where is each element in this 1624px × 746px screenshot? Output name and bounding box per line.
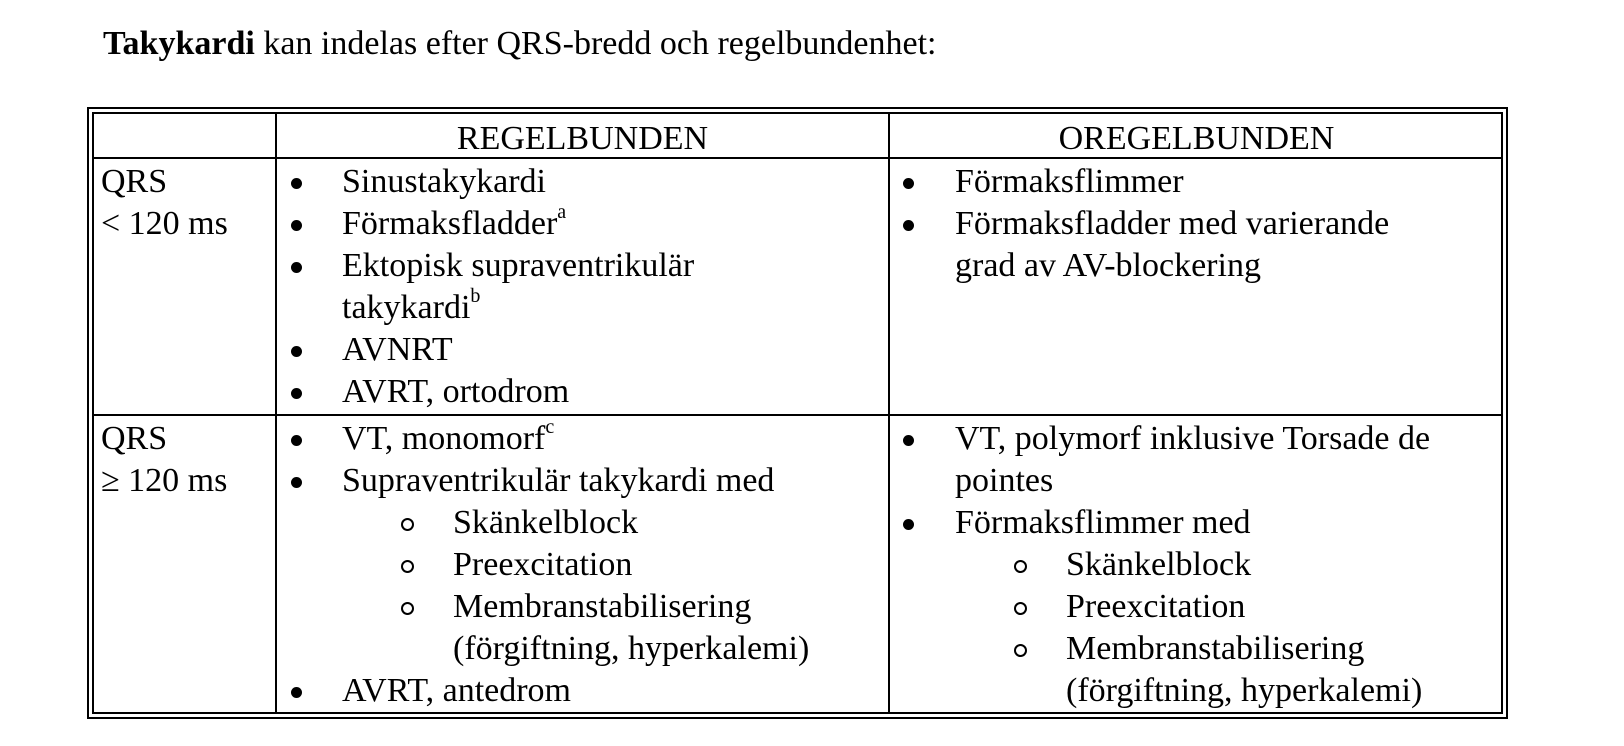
bullet-icon: [291, 220, 302, 231]
footnote-marker: a: [557, 200, 567, 223]
intro-bold-term: Takykardi: [103, 25, 255, 62]
list-item: AVNRT: [342, 331, 453, 368]
list-item: Sinustakykardi: [342, 163, 546, 200]
intro-text: kan indelas efter QRS-bredd och regelbundenhet:: [254, 25, 937, 62]
bullet-icon: [291, 388, 302, 399]
list-item: Förmaksflimmer med: [955, 504, 1251, 541]
circle-bullet-icon: [1014, 644, 1027, 657]
circle-bullet-icon: [1014, 602, 1027, 615]
bullet-icon: [291, 477, 302, 488]
list-item: AVRT, antedrom: [342, 672, 572, 709]
sub-list-item: Skänkelblock: [453, 504, 639, 541]
list-item: Förmaksfladder$^a$: [342, 200, 567, 242]
list-item: VT, polymorf inklusive Torsade de: [955, 420, 1431, 457]
sub-list-item: Membranstabilisering: [1066, 630, 1365, 667]
circle-bullet-icon: [1014, 560, 1027, 573]
sub-list-item: Membranstabilisering: [453, 588, 752, 625]
row-label-range: ≥ 120 ms: [101, 462, 228, 499]
circle-bullet-icon: [401, 602, 414, 615]
bullet-icon: [291, 262, 302, 273]
circle-bullet-icon: [401, 560, 414, 573]
column-divider: [888, 112, 890, 714]
row-label-qrs: QRS: [101, 420, 168, 457]
bullet-icon: [903, 435, 914, 446]
list-item-continuation: takykardi$^b$: [342, 284, 481, 326]
row-label-qrs: QRS: [101, 163, 168, 200]
bullet-icon: [291, 687, 302, 698]
sub-list-item: Skänkelblock: [1066, 546, 1252, 583]
bullet-icon: [903, 519, 914, 530]
list-item: Ektopisk supraventrikulär: [342, 247, 695, 284]
list-item: VT, monomorf$^c$: [342, 415, 555, 457]
row-divider: [92, 414, 1503, 416]
list-item-continuation: grad av AV-blockering: [955, 247, 1261, 284]
list-item: AVRT, ortodrom: [342, 373, 570, 410]
circle-bullet-icon: [401, 518, 414, 531]
sub-list-item-continuation: (förgiftning, hyperkalemi): [453, 630, 810, 667]
list-item: Förmaksflimmer: [955, 163, 1184, 200]
column-divider: [275, 112, 277, 714]
bullet-icon: [903, 220, 914, 231]
bullet-icon: [291, 435, 302, 446]
sub-list-item-continuation: (förgiftning, hyperkalemi): [1066, 672, 1423, 709]
bullet-icon: [291, 346, 302, 357]
bullet-icon: [903, 178, 914, 189]
list-item: Förmaksfladder med varierande: [955, 205, 1390, 242]
header-regelbunden: REGELBUNDEN: [456, 120, 709, 157]
sub-list-item: Preexcitation: [1066, 588, 1246, 625]
footnote-marker: c: [545, 415, 555, 438]
row-label-range: < 120 ms: [101, 205, 228, 242]
intro-sentence: [103, 23, 937, 65]
list-item-continuation: pointes: [955, 462, 1054, 499]
header-oregelbunden: OREGELBUNDEN: [1058, 120, 1335, 157]
sub-list-item: Preexcitation: [453, 546, 633, 583]
bullet-icon: [291, 178, 302, 189]
footnote-marker: b: [470, 284, 481, 307]
list-item: Supraventrikulär takykardi med: [342, 462, 775, 499]
